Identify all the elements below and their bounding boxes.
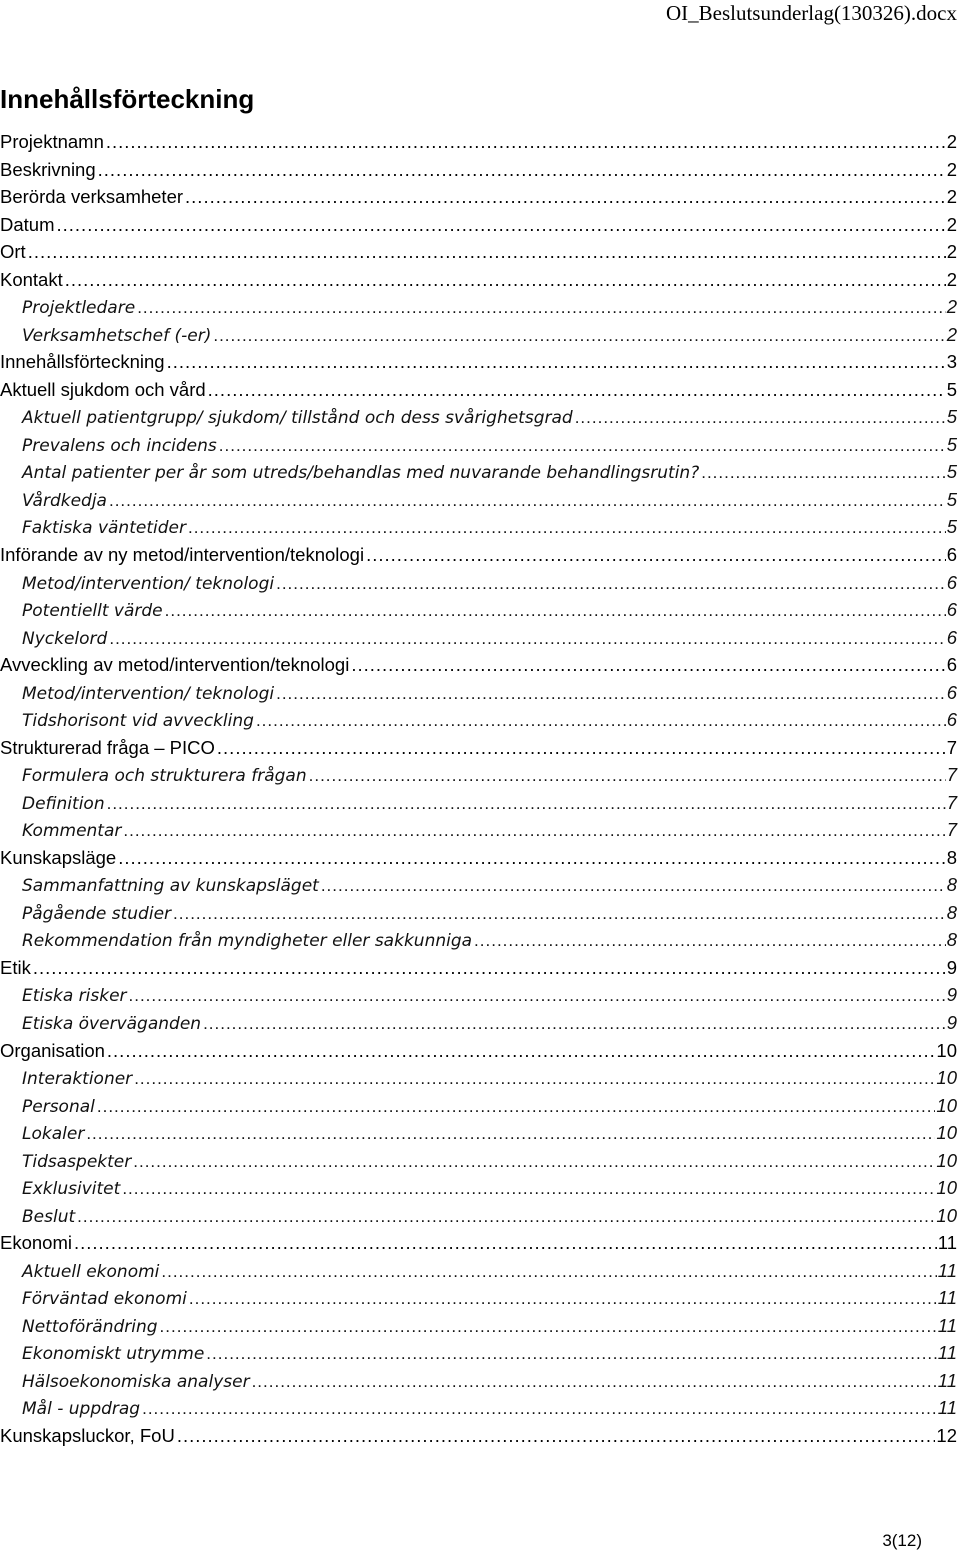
toc-entry-page: 11 — [937, 1232, 957, 1254]
toc-entry-page: 9 — [946, 1012, 957, 1033]
toc-entry[interactable] — [0, 1394, 957, 1422]
toc-entry-page: 5 — [946, 433, 957, 455]
toc-entry-label: Etiska risker — [22, 986, 127, 1007]
toc-entry-label: Faktiska väntetider — [22, 518, 186, 539]
toc-entry[interactable] — [0, 1422, 957, 1450]
dot-leader — [77, 1203, 935, 1231]
toc-entry-page: 10 — [936, 1094, 957, 1116]
toc-entry[interactable] — [0, 899, 957, 927]
toc-entry-label: Nyckelord — [22, 628, 108, 649]
page-title: Innehållsförteckning — [0, 84, 255, 114]
toc-entry-page: 6 — [946, 709, 957, 731]
toc-entry[interactable] — [0, 761, 957, 789]
toc-entry-label: Tidshorisont vid avveckling — [22, 711, 254, 732]
toc-entry-page: 6 — [946, 571, 957, 593]
toc-entry[interactable] — [0, 238, 957, 266]
toc-entry-page: 10 — [936, 1204, 957, 1226]
dot-leader — [133, 1148, 935, 1176]
toc-entry[interactable] — [0, 954, 957, 982]
toc-entry[interactable] — [0, 348, 957, 376]
toc-entry-label: Aktuell patientgrupp/ sjukdom/ tillstånd och dess svårighetsgrad — [22, 408, 573, 429]
toc-entry[interactable] — [0, 376, 957, 404]
toc-entry-page: 2 — [946, 213, 957, 235]
dot-leader — [167, 348, 946, 376]
toc-entry-page: 2 — [946, 323, 957, 345]
toc-entry[interactable] — [0, 871, 957, 899]
toc-entry-page: 8 — [946, 929, 957, 951]
toc-entry-page: 10 — [936, 1177, 957, 1199]
toc-entry-label: Potentiellt värde — [22, 601, 163, 622]
toc-entry-label: Nettoförändring — [22, 1316, 158, 1337]
toc-entry-page: 11 — [937, 1287, 957, 1309]
toc-entry-label: Kommentar — [22, 821, 122, 842]
toc-entry-page: 3 — [946, 351, 957, 373]
toc-entry-page: 2 — [946, 186, 957, 208]
dot-leader — [185, 183, 946, 211]
dot-leader — [217, 734, 946, 762]
toc-entry-label: Exklusivitet — [22, 1179, 121, 1200]
toc-entry[interactable] — [0, 1367, 957, 1395]
toc-entry-page: 8 — [946, 901, 957, 923]
dot-leader — [575, 404, 946, 432]
dot-leader — [65, 266, 946, 294]
dot-leader — [206, 1340, 936, 1368]
toc-entry-label: Prevalens och incidens — [22, 435, 217, 456]
dot-leader — [118, 844, 945, 872]
dot-leader — [129, 982, 946, 1010]
toc-entry[interactable] — [0, 1037, 957, 1065]
toc-entry-page: 6 — [946, 543, 957, 565]
toc-entry-label: Ekonomiskt utrymme — [22, 1344, 205, 1365]
dot-leader — [321, 872, 946, 900]
toc-entry[interactable] — [0, 734, 957, 762]
toc-entry[interactable] — [0, 513, 957, 541]
toc-entry[interactable] — [0, 624, 957, 652]
dot-leader — [74, 1229, 937, 1257]
toc-entry[interactable] — [0, 1339, 957, 1367]
toc-entry-page: 5 — [946, 461, 957, 483]
toc-entry-label: Personal — [22, 1096, 95, 1117]
toc-entry[interactable] — [0, 541, 957, 569]
toc-entry-label: Ekonomi — [0, 1232, 72, 1254]
toc-entry-page: 6 — [946, 654, 957, 676]
toc-entry-page: 11 — [937, 1259, 957, 1281]
toc-entry-page: 5 — [946, 516, 957, 538]
toc-entry-page: 5 — [946, 406, 957, 428]
toc-entry-page: 6 — [946, 681, 957, 703]
toc-entry-page: 11 — [937, 1397, 957, 1419]
toc-entry-page: 8 — [946, 846, 957, 868]
toc-entry[interactable] — [0, 403, 957, 431]
dot-leader — [177, 1422, 936, 1450]
dot-leader — [86, 1120, 935, 1148]
toc-entry-label: Tidsaspekter — [22, 1151, 132, 1172]
toc-entry[interactable] — [0, 1257, 957, 1285]
dot-leader — [98, 156, 946, 184]
dot-leader — [122, 1175, 935, 1203]
dot-leader — [134, 1065, 935, 1093]
toc-entry-label: Interaktioner — [22, 1069, 133, 1090]
dot-leader — [188, 514, 946, 542]
dot-leader — [366, 541, 946, 569]
toc-entry-page: 9 — [946, 956, 957, 978]
toc-entry[interactable] — [0, 486, 957, 514]
toc-entry[interactable] — [0, 981, 957, 1009]
toc-entry-label: Vårdkedja — [22, 490, 107, 511]
toc-entry-page: 2 — [946, 131, 957, 152]
toc-entry-label: Införande av ny metod/intervention/teknologi — [0, 543, 365, 565]
dot-leader — [276, 680, 946, 708]
toc-entry-label: Projektledare — [22, 298, 136, 319]
toc-entry[interactable] — [0, 266, 957, 294]
toc-entry[interactable] — [0, 183, 957, 211]
toc-entry-page: 11 — [937, 1369, 957, 1391]
toc-entry-page: 6 — [946, 599, 957, 621]
toc-entry[interactable] — [0, 1092, 957, 1120]
dot-leader — [109, 487, 946, 515]
toc-entry-page: 7 — [946, 764, 957, 786]
toc-entry-label: Datum — [0, 213, 55, 235]
dot-leader — [57, 211, 946, 239]
document-filename: OI_Beslutsunderlag(130326).docx — [665, 1, 957, 25]
toc-entry-page: 11 — [937, 1314, 957, 1336]
dot-leader — [256, 707, 946, 735]
toc-entry-page: 11 — [937, 1342, 957, 1364]
toc-entry[interactable] — [0, 789, 957, 817]
toc-entry[interactable] — [0, 1147, 957, 1175]
toc-entry-page: 2 — [946, 296, 957, 318]
toc-entry[interactable] — [0, 293, 957, 321]
toc-entry-label: Verksamhetschef (-er) — [22, 325, 212, 346]
toc-entry-page: 5 — [946, 488, 957, 510]
toc-entry-page: 12 — [936, 1424, 957, 1446]
toc-entry-label: Hälsoekonomiska analyser — [22, 1371, 250, 1392]
dot-leader — [252, 1368, 937, 1396]
toc-entry-label: Kunskapsluckor, FoU — [0, 1424, 175, 1446]
toc-entry-page: 9 — [946, 984, 957, 1006]
dot-leader — [203, 1010, 946, 1038]
toc-entry-label: Aktuell ekonomi — [22, 1261, 160, 1282]
toc-entry[interactable] — [0, 156, 957, 184]
dot-leader — [160, 1313, 937, 1341]
toc-entry-page: 10 — [936, 1067, 957, 1089]
toc-entry-page: 7 — [946, 736, 957, 758]
toc-entry-label: Metod/intervention/ teknologi — [22, 683, 275, 704]
toc-entry-label: Sammanfattning av kunskapsläget — [22, 876, 319, 897]
dot-leader — [474, 927, 946, 955]
toc-entry-label: Beskrivning — [0, 158, 96, 180]
toc-entry-label: Avveckling av metod/intervention/teknologi — [0, 654, 350, 676]
toc-entry-label: Projektnamn — [0, 131, 104, 152]
toc-entry-page: 2 — [946, 241, 957, 263]
toc-entry-page: 10 — [936, 1039, 957, 1061]
toc-entry[interactable] — [0, 569, 957, 597]
table-of-contents — [0, 128, 957, 1450]
toc-entry[interactable] — [0, 926, 957, 954]
dot-leader — [165, 597, 946, 625]
toc-entry-label: Metod/intervention/ teknologi — [22, 573, 275, 594]
dot-leader — [97, 1093, 936, 1121]
toc-entry-label: Definition — [22, 793, 105, 814]
toc-entry-page: 2 — [946, 268, 957, 290]
toc-entry-label: Mål - uppdrag — [22, 1399, 141, 1420]
toc-entry[interactable] — [0, 1174, 957, 1202]
dot-leader — [161, 1258, 936, 1286]
toc-entry[interactable] — [0, 596, 957, 624]
toc-entry-page: 7 — [946, 791, 957, 813]
toc-entry-label: Förväntad ekonomi — [22, 1289, 187, 1310]
page-number: 3(12) — [882, 1531, 922, 1550]
toc-entry-label: Kontakt — [0, 268, 63, 290]
toc-entry-label: Pågående studier — [22, 903, 172, 924]
toc-entry-label: Kunskapsläge — [0, 846, 117, 868]
dot-leader — [28, 238, 946, 266]
toc-entry-page: 5 — [946, 378, 957, 400]
dot-leader — [213, 322, 945, 350]
toc-entry-label: Etik — [0, 956, 31, 978]
toc-entry[interactable] — [0, 458, 957, 486]
toc-entry[interactable] — [0, 1119, 957, 1147]
toc-entry-label: Aktuell sjukdom och vård — [0, 378, 206, 400]
toc-entry-page: 2 — [946, 158, 957, 180]
dot-leader — [189, 1285, 937, 1313]
toc-entry-label: Innehållsförteckning — [0, 351, 165, 373]
dot-leader — [208, 376, 946, 404]
toc-entry[interactable] — [0, 1202, 957, 1230]
toc-entry-page: 10 — [936, 1122, 957, 1144]
dot-leader — [107, 1037, 936, 1065]
dot-leader — [142, 1395, 937, 1423]
toc-entry-label: Rekommendation från myndigheter eller sakkunniga — [22, 931, 473, 952]
toc-entry[interactable] — [0, 211, 957, 239]
toc-entry[interactable] — [0, 1009, 957, 1037]
toc-entry[interactable] — [0, 816, 957, 844]
toc-entry[interactable] — [0, 1284, 957, 1312]
toc-entry[interactable] — [0, 321, 957, 349]
dot-leader — [701, 459, 945, 487]
dot-leader — [33, 954, 946, 982]
dot-leader — [351, 651, 945, 679]
toc-entry-label: Etiska överväganden — [22, 1014, 202, 1034]
toc-entry-label: Berörda verksamheter — [0, 186, 184, 208]
toc-entry-page: 8 — [946, 874, 957, 896]
toc-entry[interactable] — [0, 1064, 957, 1092]
dot-leader — [276, 570, 946, 598]
toc-entry-label: Organisation — [0, 1039, 105, 1061]
toc-entry-label: Formulera och strukturera frågan — [22, 766, 307, 787]
toc-entry-label: Beslut — [22, 1206, 76, 1227]
dot-leader — [106, 128, 946, 156]
toc-entry-label: Lokaler — [22, 1124, 85, 1145]
toc-entry-label: Antal patienter per år som utreds/behandlas med nuvarande behandlingsrutin? — [22, 463, 700, 484]
dot-leader — [109, 625, 945, 653]
toc-entry-page: 7 — [946, 819, 957, 841]
toc-entry-label: Strukturerad fråga – PICO — [0, 736, 215, 758]
dot-leader — [219, 432, 946, 460]
dot-leader — [107, 790, 946, 818]
toc-entry[interactable] — [0, 1229, 957, 1257]
toc-entry[interactable] — [0, 844, 957, 872]
toc-entry-label: Ort — [0, 241, 26, 263]
toc-entry[interactable] — [0, 128, 957, 156]
dot-leader — [309, 762, 946, 790]
toc-entry[interactable] — [0, 431, 957, 459]
toc-entry[interactable] — [0, 651, 957, 679]
dot-leader — [123, 817, 945, 845]
toc-entry[interactable] — [0, 706, 957, 734]
dot-leader — [137, 294, 946, 322]
toc-entry-page: 10 — [936, 1149, 957, 1171]
dot-leader — [173, 900, 946, 928]
toc-entry-page: 6 — [946, 626, 957, 648]
toc-entry[interactable] — [0, 679, 957, 707]
toc-entry[interactable] — [0, 1312, 957, 1340]
